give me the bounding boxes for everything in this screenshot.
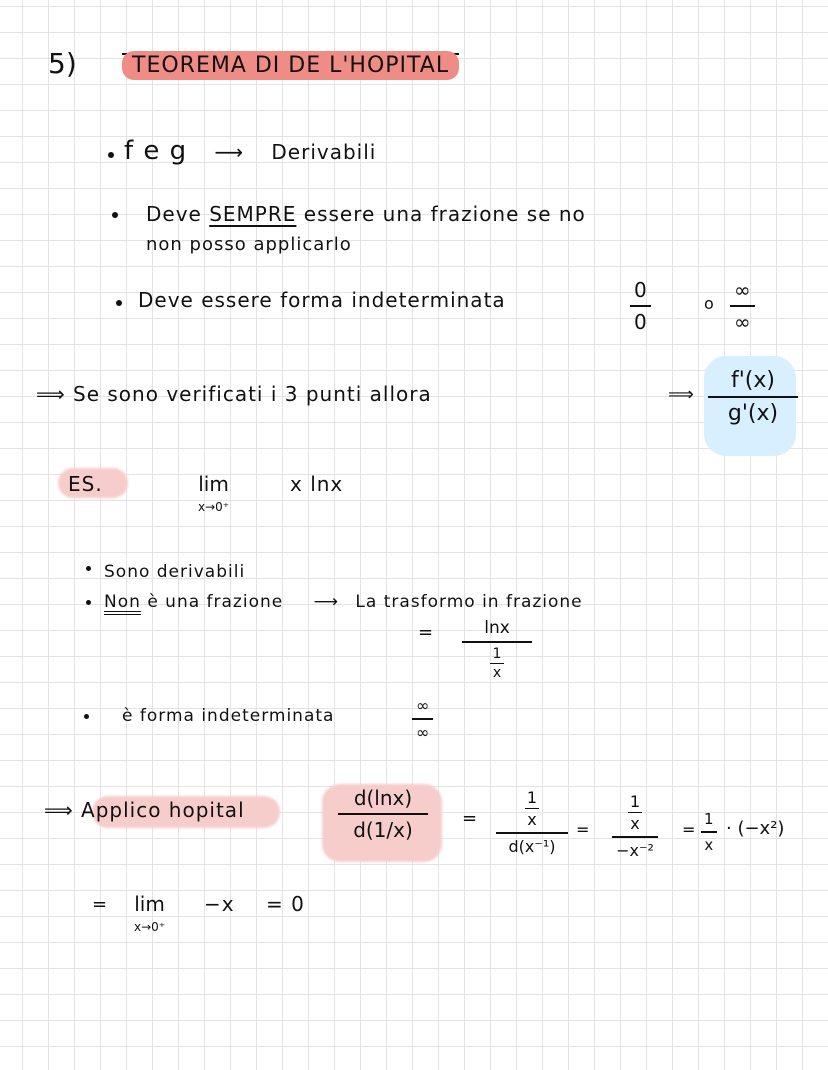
equals-sign: = [92, 894, 108, 915]
bullet-dot [108, 152, 114, 158]
result-function: −x [204, 892, 235, 916]
condition-fraction-line1: Deve SEMPRE essere una frazione se no [146, 202, 586, 226]
limit-expression: lim x→0⁺ [198, 472, 230, 514]
derivative-fraction: d(lnx) d(1/x) [338, 786, 428, 842]
example-not-fraction: Non è una frazione ⟶ La trasformo in frazione [104, 592, 583, 612]
example-label: ES. [68, 472, 103, 496]
bullet-dot [86, 600, 91, 605]
bullet-dot [116, 300, 122, 306]
apply-hopital-text: ⟹ Applico hopital [44, 798, 245, 822]
bullet-dot [86, 566, 91, 571]
result-limit: lim x→0⁺ [134, 892, 166, 934]
fraction-inf-inf-example: ∞ ∞ [412, 696, 433, 742]
fraction-inf-inf: ∞ ∞ [730, 278, 755, 334]
hopital-ratio: f'(x) g'(x) [708, 368, 798, 426]
page-title [122, 53, 459, 77]
example-derivable: Sono derivabili [104, 562, 246, 582]
arrow-icon: ⟶ [313, 592, 339, 612]
conclusion-text: ⟹ Se sono verificati i 3 punti allora [36, 382, 432, 406]
limit-function: x lnx [290, 472, 344, 496]
bullet-dot [84, 714, 89, 719]
fraction-step-2: 1 x d(x⁻¹) [496, 788, 568, 856]
equals-sign: = [462, 808, 478, 829]
conclusion-arrow-icon: ⟹ [668, 384, 694, 405]
equals-sign: = [418, 622, 434, 643]
multiplier-expression: · (−x²) [726, 818, 785, 839]
condition-derivable: f e g ⟶ Derivabili [124, 136, 377, 166]
condition-fraction-line2: non posso applicarlo [146, 234, 352, 255]
equals-sign: = [682, 820, 696, 839]
section-number: 5) [48, 47, 77, 80]
title-highlight: TEOREMA DI DE L'HOPITAL [122, 51, 459, 80]
fraction-lnx-over-1x: lnx 1 x [462, 618, 532, 681]
or-text: o [704, 294, 714, 313]
bullet-dot [112, 212, 118, 218]
arrow-icon: ⟶ [214, 140, 245, 164]
equals-sign: = [576, 820, 590, 839]
fraction-zero-zero: 0 0 [630, 278, 651, 334]
fraction-step-4: 1 x [700, 810, 718, 854]
result-value: = 0 [266, 892, 305, 916]
example-indeterminate: è forma indeterminata [122, 706, 335, 726]
fraction-step-3: 1 x −x⁻² [612, 792, 658, 860]
condition-indeterminate: Deve essere forma indeterminata [138, 288, 506, 312]
